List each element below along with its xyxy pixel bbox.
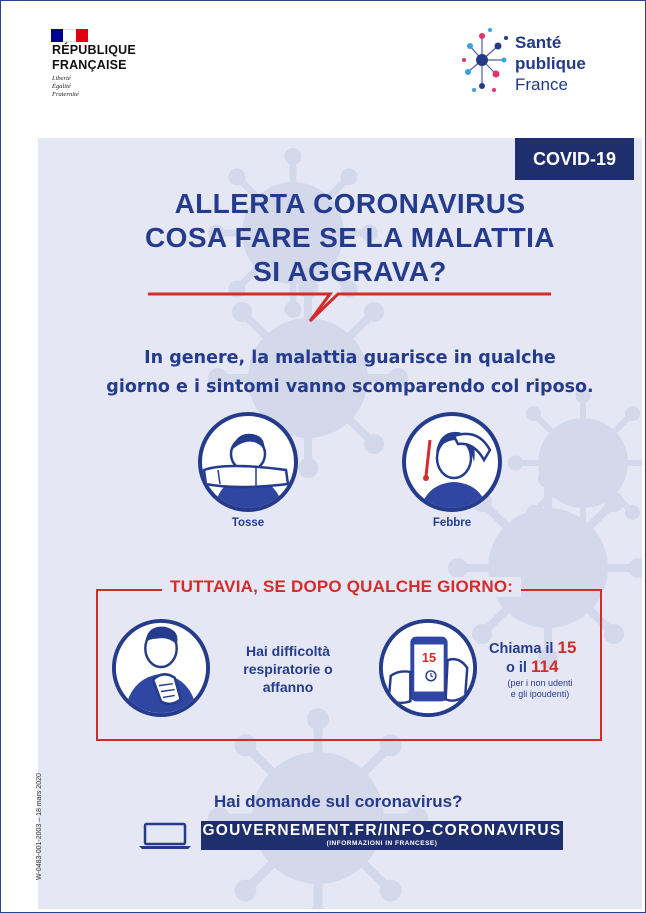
title-line2: COSA FARE SE LA MALATTIA bbox=[145, 222, 555, 253]
phone-icon bbox=[377, 617, 479, 719]
call-middle: o il bbox=[506, 660, 527, 676]
alert-heading: TUTTAVIA, SE DOPO QUALCHE GIORNO: bbox=[162, 577, 521, 597]
phone-screen-number: 15 bbox=[421, 650, 437, 666]
agency-line2: publique bbox=[515, 54, 586, 73]
title-line1: ALLERTA CORONAVIRUS bbox=[174, 188, 526, 219]
footer-question: Hai domande sul coronavirus? bbox=[214, 792, 463, 811]
republic-line1: RÉPUBLIQUE bbox=[52, 43, 136, 57]
call-note-line1: (per i non udenti bbox=[507, 678, 573, 688]
breathing-difficulty-icon bbox=[110, 617, 212, 719]
info-url-note: (INFORMAZIONI IN FRANCESE) bbox=[326, 840, 438, 847]
motto-egalite: Égalité bbox=[52, 83, 71, 90]
call-note-line2: e gli ipoudenti) bbox=[510, 689, 570, 699]
motto-fraternite: Fraternité bbox=[52, 91, 79, 98]
breathing-text-line3: affanno bbox=[262, 679, 314, 695]
republic-line2: FRANÇAISE bbox=[52, 58, 127, 72]
symptom-label-cough: Tosse bbox=[231, 517, 265, 529]
agency-line3: France bbox=[515, 75, 568, 94]
subtitle-line1: In genere, la malattia guarisce in qualche bbox=[144, 348, 556, 368]
breathing-text-line2: respiratorie o bbox=[243, 661, 333, 677]
covid-19-badge: COVID-19 bbox=[515, 138, 634, 180]
call-prefix: Chiama il bbox=[489, 641, 554, 657]
motto-liberte: Liberté bbox=[52, 75, 71, 82]
agency-line1: Santé bbox=[515, 33, 562, 52]
info-url-link[interactable] bbox=[201, 821, 563, 850]
breathing-text-line1: Hai difficoltà bbox=[245, 643, 330, 659]
document-code: W-0483-001-2003 – 18 mars 2020 bbox=[36, 773, 43, 880]
cough-icon bbox=[196, 410, 300, 514]
call-line2 bbox=[506, 657, 558, 677]
speech-bubble-icon bbox=[0, 0, 646, 340]
subtitle-line2: giorno e i sintomi vanno scomparendo col riposo. bbox=[106, 377, 594, 397]
symptom-label-fever: Febbre bbox=[432, 517, 472, 529]
call-line1 bbox=[489, 638, 576, 658]
info-url[interactable]: GOUVERNEMENT.FR/INFO-CORONAVIRUS bbox=[202, 822, 562, 839]
title-line3: SI AGGRAVA? bbox=[253, 256, 447, 287]
laptop-icon bbox=[138, 822, 192, 850]
call-number-15: 15 bbox=[557, 638, 577, 657]
call-number-114: 114 bbox=[530, 657, 559, 676]
fever-icon bbox=[400, 410, 504, 514]
